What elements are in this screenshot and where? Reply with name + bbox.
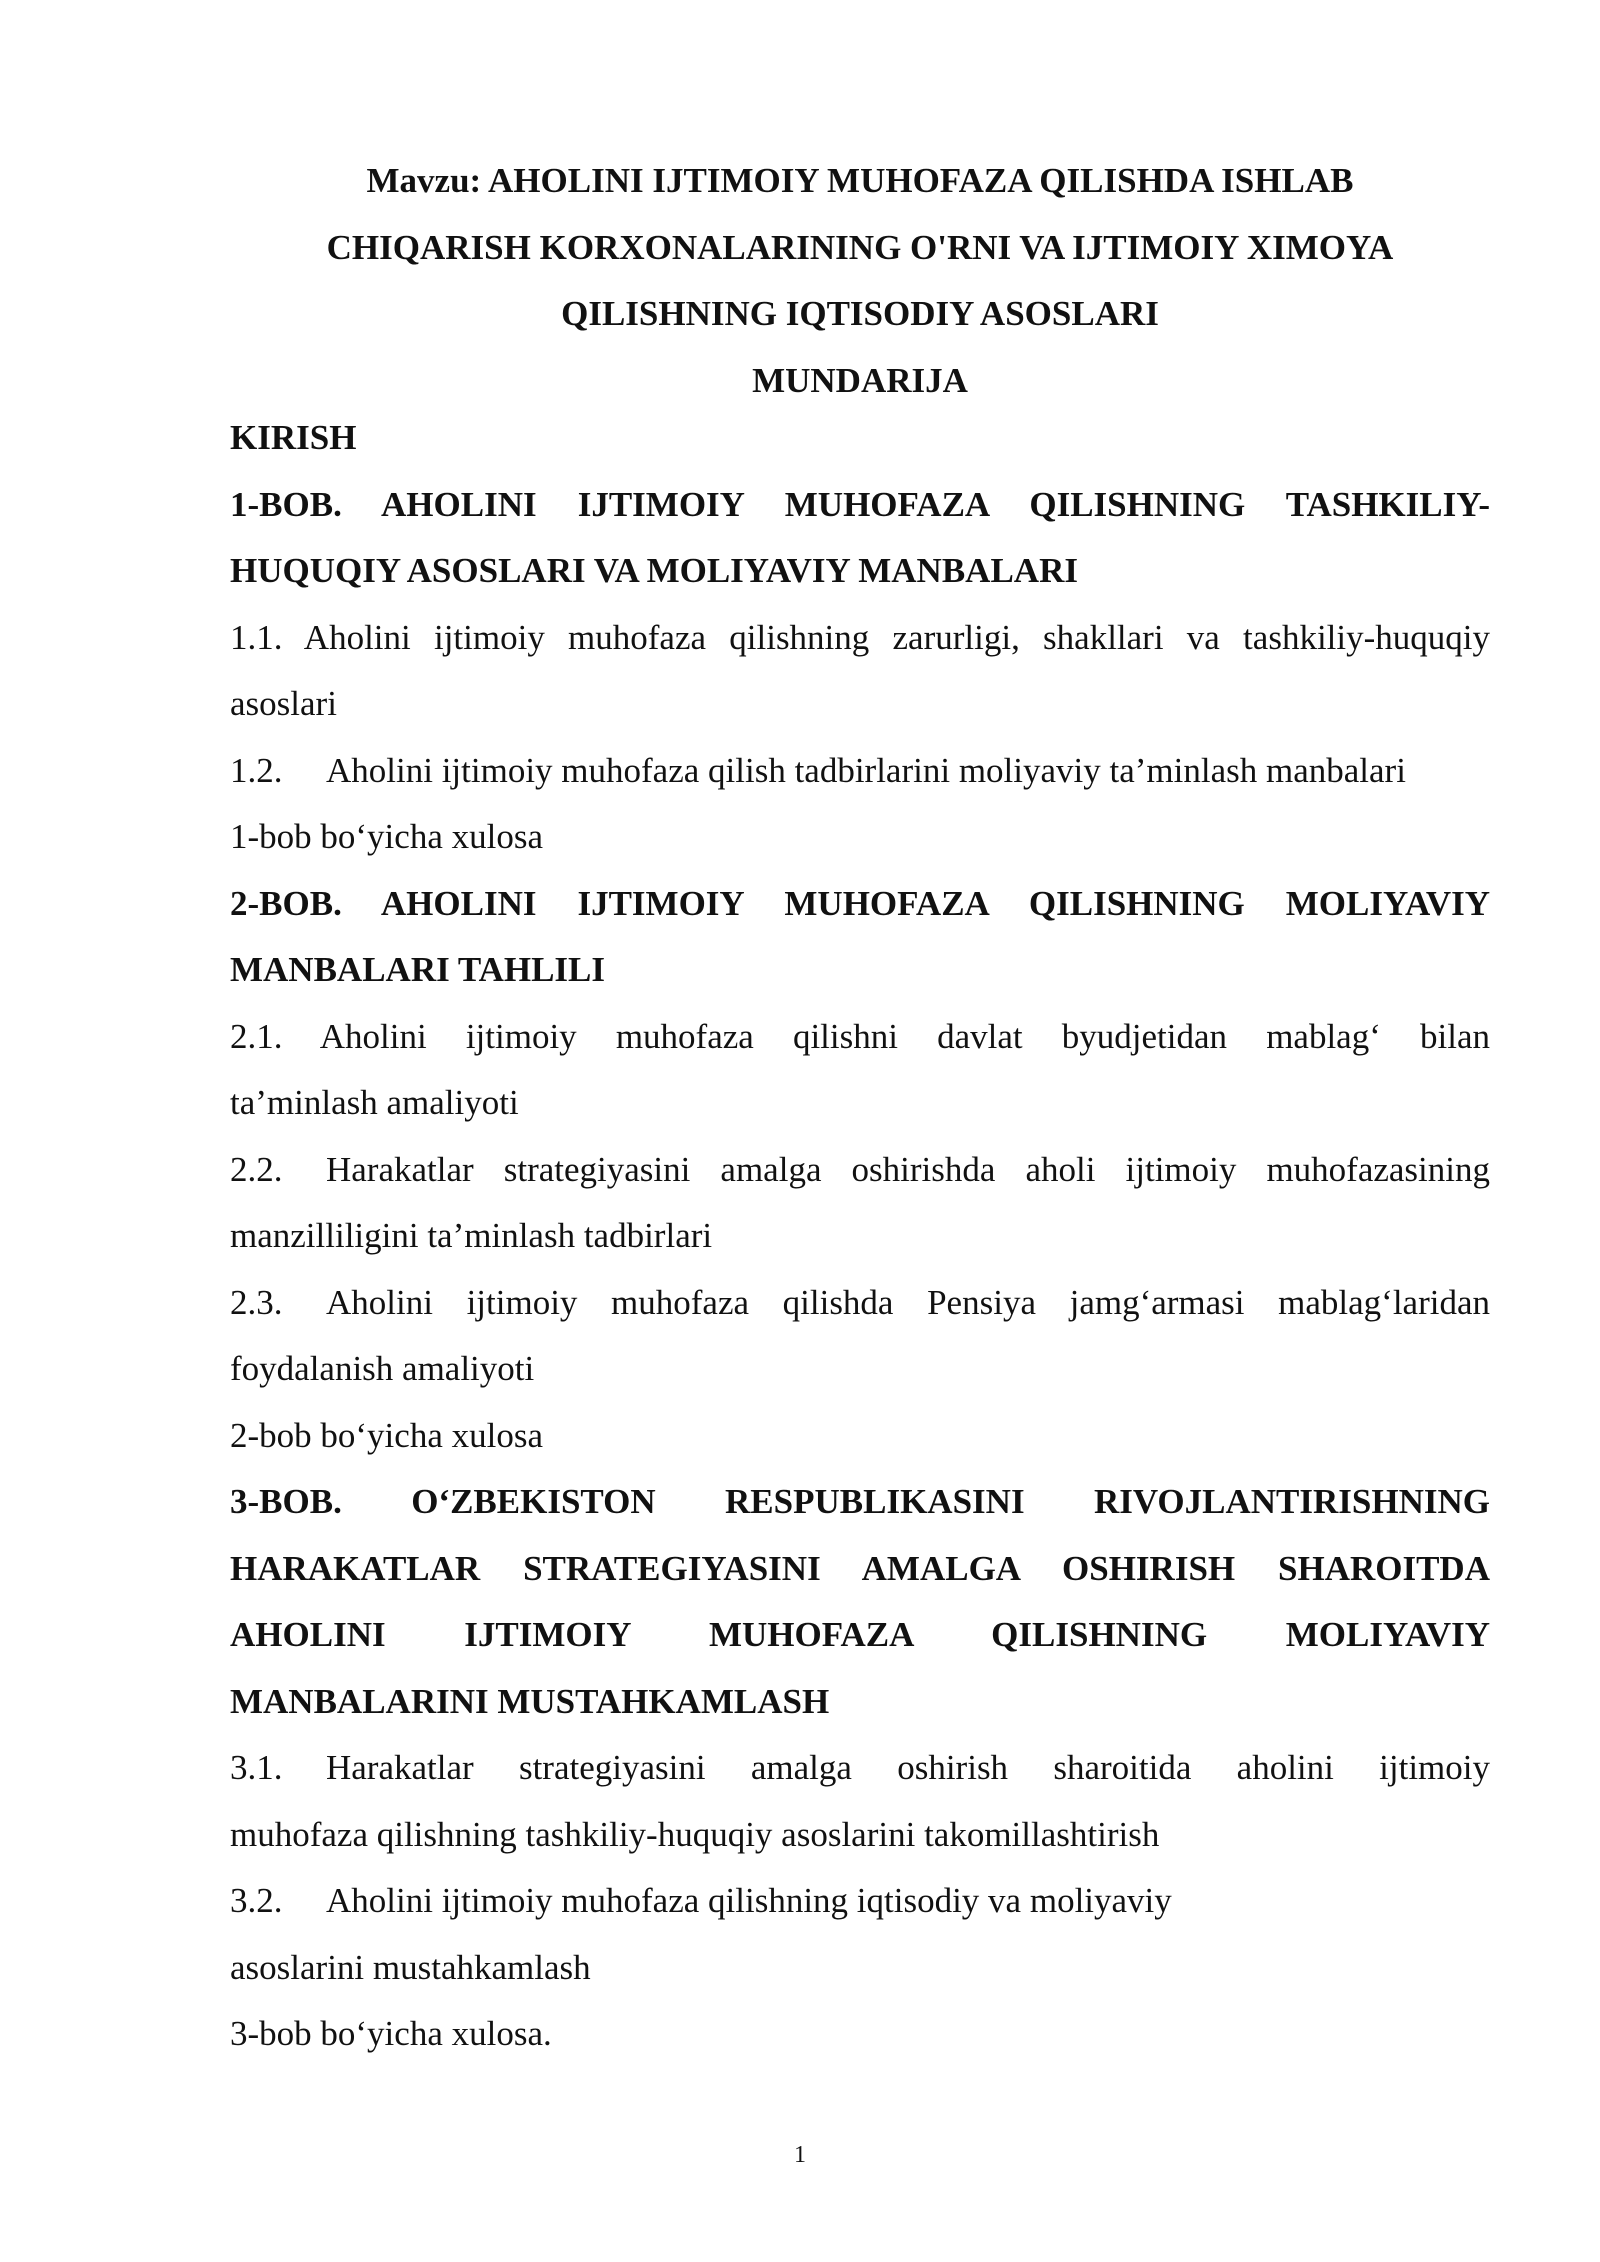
title-line-3: QILISHNING IQTISODIY ASOSLARI	[561, 294, 1159, 333]
toc-section-3-1-line-1	[230, 1735, 1490, 1802]
toc-section-2-3-line-2: foydalanish amaliyoti	[230, 1349, 535, 1388]
contents-heading: MUNDARIJA	[752, 360, 968, 400]
toc-section-2-3-line-1	[230, 1270, 1490, 1337]
toc-section-2-2-text: Harakatlar strategiyasini amalga oshirishda aholi ijtimoiy muhofazasining	[326, 1149, 1490, 1189]
toc-chapter-3-conclusion: 3-bob bo‘yicha xulosa.	[230, 2014, 552, 2053]
toc-section-1-1-line-2: asoslari	[230, 684, 337, 723]
title-line-1: Mavzu: AHOLINI IJTIMOIY MUHOFAZA QILISHDA ISHLAB	[366, 161, 1354, 200]
toc-chapter-2-conclusion: 2-bob bo‘yicha xulosa	[230, 1415, 543, 1455]
toc-section-2-3-text: Aholini ijtimoiy muhofaza qilishda Pensiya jamg‘armasi mablag‘laridan	[326, 1282, 1490, 1322]
title-line-2: CHIQARISH KORXONALARINING O'RNI VA IJTIMOIY XIMOYA	[326, 227, 1394, 267]
table-of-contents	[230, 405, 1490, 2068]
toc-section-2-3-number: 2.3.	[230, 1282, 283, 1322]
toc-chapter-3-line-3: AHOLINI IJTIMOIY MUHOFAZA QILISHNING MOLIYAVIY	[230, 1615, 1490, 1654]
toc-section-1-2	[230, 738, 1490, 805]
toc-section-3-2-line-2: asoslarini mustahkamlash	[230, 1947, 591, 1987]
toc-chapter-3-line-1: 3-BOB. O‘ZBEKISTON RESPUBLIKASINI RIVOJLANTIRISHNING	[230, 1482, 1490, 1521]
toc-section-2-2-line-2: manzilliligini ta’minlash tadbirlari	[230, 1216, 713, 1255]
toc-chapter-1-conclusion: 1-bob bo‘yicha xulosa	[230, 817, 543, 856]
toc-section-2-2-line-1	[230, 1137, 1490, 1204]
page-number: 1	[794, 2142, 806, 2168]
toc-chapter-2-line-1: 2-BOB. AHOLINI IJTIMOIY MUHOFAZA QILISHNING MOLIYAVIY	[230, 883, 1490, 923]
toc-section-2-1-line-1: 2.1. Aholini ijtimoiy muhofaza qilishni davlat byudjetidan mablag‘ bilan	[230, 1016, 1490, 1056]
toc-section-2-1-line-2: ta’minlash amaliyoti	[230, 1083, 519, 1122]
toc-chapter-3-line-4: MANBALARINI MUSTAHKAMLASH	[230, 1681, 830, 1721]
toc-section-1-2-number: 1.2.	[230, 750, 283, 790]
toc-section-3-2-line-1	[230, 1868, 1490, 1935]
toc-section-3-2-text: Aholini ijtimoiy muhofaza qilishning iqtisodiy va moliyaviy	[326, 1881, 1172, 1920]
toc-chapter-1-line-1: 1-BOB. AHOLINI IJTIMOIY MUHOFAZA QILISHNING TASHKILIY-	[230, 484, 1490, 524]
toc-section-3-2-number: 3.2.	[230, 1881, 283, 1920]
toc-section-1-1-line-1: 1.1. Aholini ijtimoiy muhofaza qilishning zarurligi, shakllari va tashkiliy-huquqiy	[230, 617, 1490, 657]
toc-chapter-3-line-2: HARAKATLAR STRATEGIYASINI AMALGA OSHIRISH SHAROITDA	[230, 1548, 1490, 1588]
toc-chapter-1-line-2: HUQUQIY ASOSLARI VA MOLIYAVIY MANBALARI	[230, 551, 1078, 590]
toc-section-3-1-line-2: muhofaza qilishning tashkiliy-huquqiy asoslarini takomillashtirish	[230, 1814, 1160, 1854]
toc-section-3-1-text: Harakatlar strategiyasini amalga oshirish sharoitida aholini ijtimoiy	[326, 1748, 1490, 1787]
toc-section-1-2-text: Aholini ijtimoiy muhofaza qilish tadbirlarini moliyaviy ta’minlash manbalari	[326, 750, 1406, 790]
toc-chapter-2-line-2: MANBALARI TAHLILI	[230, 950, 606, 989]
toc-intro: KIRISH	[230, 418, 357, 457]
toc-section-3-1-number: 3.1.	[230, 1748, 283, 1787]
document-title	[230, 148, 1490, 414]
toc-section-2-2-number: 2.2.	[230, 1149, 283, 1189]
